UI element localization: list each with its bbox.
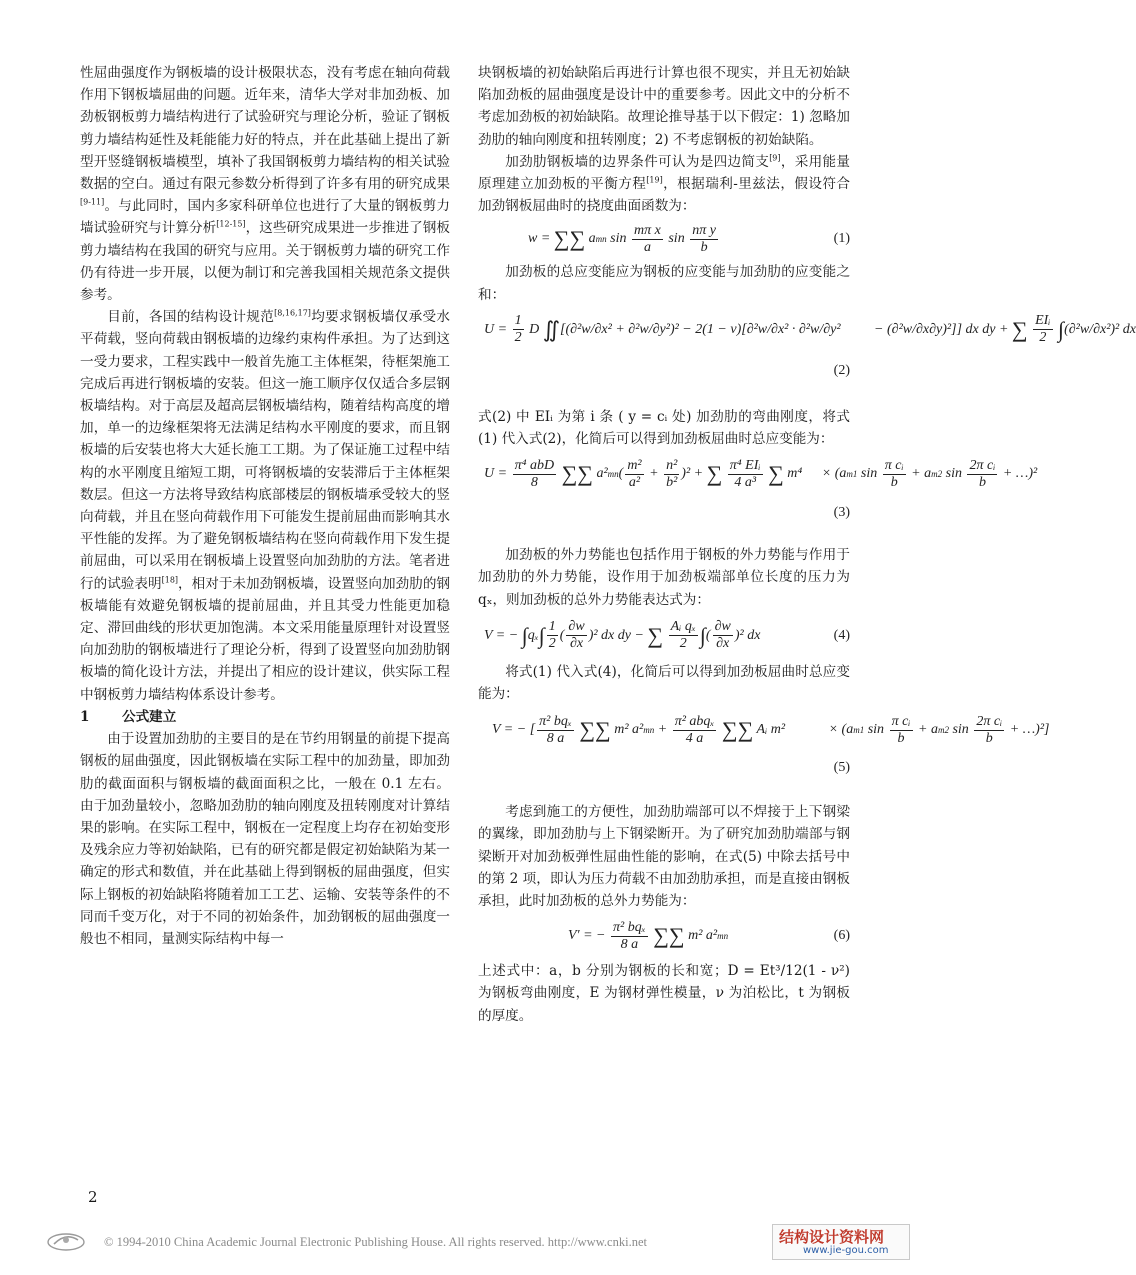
badge-url[interactable]: www.jie-gou.com xyxy=(803,1245,889,1256)
equation-number: (4) xyxy=(833,627,850,643)
equation-1: w = ∑∑ amn sin $\frac{\text{mπ x}}{a}$ sin $\frac{\text{nπ y}}{b}$ (1) xyxy=(478,219,850,259)
left-column xyxy=(80,62,450,950)
cnki-logo-icon xyxy=(46,1228,86,1252)
paragraph: 由于设置加劲肋的主要目的是在节约用钢量的前提下提高钢板的屈曲强度，因此钢板墙在实际工程中的加劲量，即加劲肋的截面面积与钢板墙的截面面积之比，一般在 0.1 左右。由于加劲量较小，忽略加劲肋的轴向刚度及扭转刚度对计算结果的影响。在实际工程中，钢板在一定程度上均存在初始变形及残余应力等初始缺陷，已有的研究都是假定初始缺陷为某一确定的形式和数值，并在此基础上得到钢板的屈曲强度，但实际上钢板的初始缺陷将随着加工工艺、运输、安装等条件的不同而千变万化，对于不同的初始条件，加劲钢板的屈曲强度一般也不相同，量测实际结构中每一 xyxy=(80,731,450,947)
paragraph: 加劲肋钢板墙的边界条件可认为是四边简支[9]，采用能量原理建立加劲板的平衡方程[19]，根据瑞利-里兹法，假设符合加劲钢板屈曲时的挠度曲面函数为： xyxy=(478,153,851,215)
citation: [9-11] xyxy=(80,197,105,207)
citation: [12-15] xyxy=(216,219,246,229)
equation-number: (3) xyxy=(833,505,850,521)
citation: [9] xyxy=(769,153,781,163)
section-heading: 1 公式建立 xyxy=(80,708,177,725)
equation-number: (6) xyxy=(833,928,850,944)
citation: [18] xyxy=(161,575,179,585)
paragraph: 将式(1) 代入式(4)，化简后可以得到加劲板屈曲时总应变能为： xyxy=(478,663,850,703)
paragraph: 块钢板墙的初始缺陷后再进行计算也很不现实，并且无初始缺陷加劲板的屈曲强度是设计中的重要参考。因此文中的分析不考虑加劲板的初始缺陷。故理论推导基于以下假定：1) 忽略加劲肋的轴向刚度和扭转刚度；2) 不考虑钢板的初始缺陷。 xyxy=(478,65,850,148)
paragraph: 式(2) 中 EIᵢ 为第 i 条 ( y = cᵢ 处) 加劲肋的弯曲刚度，将式(1) 代入式(2)，化简后可以得到加劲板屈曲时总应变能为： xyxy=(478,408,850,448)
equation-2: U = $\frac{1}{2}$ D ∬[(∂²w/∂x² + ∂²w/∂y²)² − 2(1 − ν)[∂²w/∂x² · ∂²w/∂y² − (∂²w/∂x∂y)²]] dx dy + ∑ $\frac{\text{EIᵢ}}{2}$ ∫(∂²w/∂x²)² dx (2) xyxy=(478,308,850,404)
equation-number: (5) xyxy=(833,760,850,776)
equation-4: V = − ∫qₓ∫ $\frac{1}{2}$ ( $\frac{\partial w}{\partial x}$ )² dx dy − ∑ $\frac{\text{Aᵢ qₓ}}{2}$ ∫( $\frac{\partial w}{\partial x}$ )² dx (4) xyxy=(478,613,850,659)
badge-title: 结构设计资料网 xyxy=(779,1228,885,1246)
paragraph: 加劲板的总应变能应为钢板的应变能与加劲肋的应变能之和： xyxy=(478,264,850,303)
equation-number: (2) xyxy=(833,362,850,378)
equation-3: U = $\frac{\text{π⁴ abD}}{8}$ ∑∑ a²mn( $\frac{\text{m²}}{\text{a²}}$ + $\frac{\text{n²}}{\text{b²}}$ )² + ∑ $\frac{\text{π⁴ EIᵢ}}{\text{4 a³}}$ ∑ m⁴ × (am1 sin $\frac{\text{π cᵢ}}{b}$ + am2 sin $\frac{\text{2π cᵢ}}{b}$ + …)² (3) xyxy=(478,452,850,542)
copyright-text: © 1994-2010 China Academic Journal Electronic Publishing House. All rights reserved. http://www.cnki.net xyxy=(104,1235,647,1249)
equation-6: V′ = − $\frac{\text{π² bqₓ}}{8 a}$ ∑∑ m² a²mn (6) xyxy=(478,914,850,958)
paragraph: 加劲板的外力势能也包括作用于钢板的外力势能与作用于加劲肋的外力势能，设作用于加劲板端部单位长度的压力为 qₓ，则加劲板的总外力势能表达式为： xyxy=(478,547,850,608)
citation: [8,16,17] xyxy=(274,308,311,318)
watermark-badge[interactable] xyxy=(772,1224,910,1260)
footer xyxy=(0,1226,920,1256)
paragraph: 目前，各国的结构设计规范[8,16,17]均要求钢板墙仅承受水平荷载，竖向荷载由钢板墙的边缘约束构件承担。为了达到这一受力要求，工程实践中一般首先施工主体框架，待框架施工完成后再进行钢板墙的安装。但这一施工顺序仅仅适合多层钢板墙结构。对于高层及超高层钢板墙结构，随着结构高度的增加，单一的边缘框架将无法满足结构水平刚度的要求，而且钢板墙的后安装也将大大延长施工工期。为了保证施工过程中结构的水平刚度且缩短工期，可将钢板墙的安装滞后于主体框架数层。但这一方法将导致结构底部楼层的钢板墙承受较大的竖向荷载，并且在竖向荷载作用下可能发生提前屈曲而影响其水平性能的发挥。为了避免钢板墙结构在竖向荷载作用下发生提前屈曲，可以采用在钢板墙上设置竖向加劲肋的方法。笔者进行的试验表明[18]，相对于未加劲钢板墙，设置竖向加劲肋的钢板墙能有效避免钢板墙的提前屈曲，并且其受力性能更加稳定、滞回曲线的形状更加饱满。本文采用能量原理针对设置竖向加劲肋的钢板墙进行了理论分析，得到了设置竖向加劲肋钢板墙的简化设计方法，并提出了相应的设计建议，供实际工程中钢板剪力墙结构体系设计参考。 xyxy=(80,308,451,703)
right-column xyxy=(478,62,1136,1027)
paragraph: 性屈曲强度作为钢板墙的设计极限状态，没有考虑在轴向荷载作用下钢板墙屈曲的问题。近年来，清华大学对非加劲板、加劲板钢板剪力墙结构进行了试验研究与理论分析，验证了钢板剪力墙结构延性及耗能能力好的特点，并在此基础上提出了新型开竖缝钢板墙模型，填补了我国钢板剪力墙结构的相关试验数据的空白。通过有限元参数分析得到了许多有用的研究成果[9-11]。与此同时，国内多家科研单位也进行了大量的钢板剪力墙试验研究与计算分析[12-15]，这些研究成果进一步推进了钢板剪力墙结构在我国的研究与应用。关于钢板剪力墙的研究工作仍有待进一步开展，以便为制订和完善我国相关规范条文提供参考。 xyxy=(80,65,451,304)
paragraph: 上述式中：a，b 分别为钢板的长和宽；D = Et³/12(1 - ν²) 为钢板弯曲刚度，E 为钢材弹性模量，ν 为泊松比，t 为钢板的厚度。 xyxy=(478,963,850,1024)
citation: [19] xyxy=(646,175,663,185)
page-number: 2 xyxy=(88,1188,98,1206)
paragraph: 考虑到施工的方便性，加劲肋端部可以不焊接于上下钢梁的翼缘，即加劲肋与上下钢梁断开。为了研究加劲肋端部与钢梁断开对加劲板弹性屈曲性能的影响，在式(5) 中除去括号中的第 2 项，即认为压力荷载不由加劲肋承担，而是直接由钢板承担，此时加劲板的总外力势能为： xyxy=(478,804,850,910)
equation-number: (1) xyxy=(833,231,850,247)
equation-5: V = − [ $\frac{\text{π² bqₓ}}{8 a}$ ∑∑ m² a²mn + $\frac{\text{π² abqₓ}}{4 a}$ ∑∑ Aᵢ m² × (am1 sin $\frac{\text{π cᵢ}}{b}$ + am2 sin $\frac{\text{2π cᵢ}}{b}$ + …)²] (5) xyxy=(478,707,850,799)
